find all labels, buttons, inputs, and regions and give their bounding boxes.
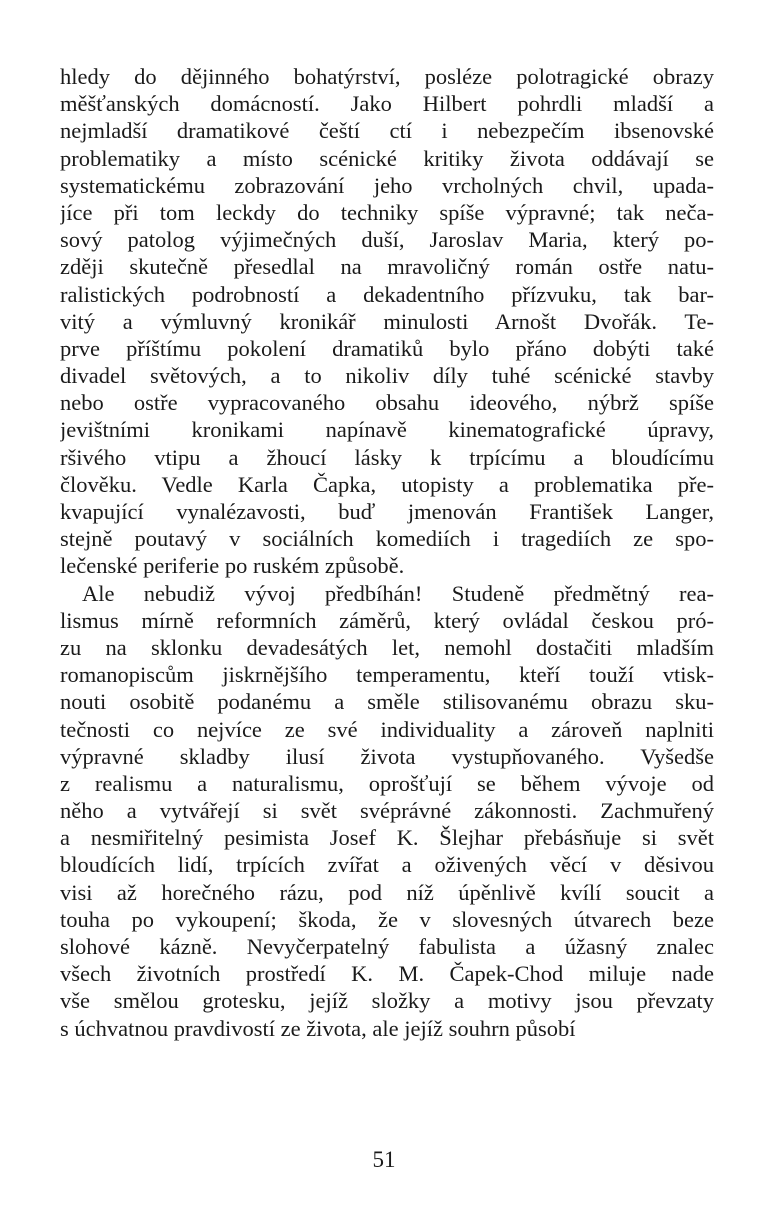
- text-line: jíce při tom leckdy do techniky spíše výpravné; tak neča-: [60, 199, 714, 225]
- text-line: romanopiscům jiskrnějšího temperamentu, kteří touží vtisk-: [60, 662, 714, 688]
- text-line: visi až horečného rázu, pod níž úpěnlivě kvílí soucit a: [60, 879, 714, 905]
- text-line: lečenské periferie po ruském způsobě.: [60, 553, 405, 579]
- text-line: s úchvatnou pravdivostí ze života, ale jejíž souhrn působí: [60, 1015, 576, 1041]
- text-line: problematiky a místo scénické kritiky života oddávají se: [60, 145, 714, 171]
- text-line: něho a vytvářejí si svět svéprávné zákonnosti. Zachmuřený: [60, 798, 714, 824]
- text-line: výpravné skladby ilusí života vystupňovaného. Vyšedše: [60, 743, 714, 769]
- text-line: zději skutečně přesedlal na mravoličný román ostře natu-: [60, 254, 714, 280]
- text-line: systematickému zobrazování jeho vrcholných chvil, upada-: [60, 172, 714, 198]
- text-line: nebo ostře vypracovaného obsahu ideového, nýbrž spíše: [60, 390, 714, 416]
- text-line: všech životních prostředí K. M. Čapek-Chod miluje nade: [60, 961, 714, 987]
- text-line: slohové kázně. Nevyčerpatelný fabulista a úžasný znalec: [60, 934, 714, 959]
- text-line: Ale nebudiž vývoj předbíhán! Studeně předmětný rea-: [82, 580, 714, 606]
- text-line: stejně poutavý v sociálních komediích i tragediích ze spo-: [60, 526, 714, 552]
- text-line: a nesmiřitelný pesimista Josef K. Šlejhar přebásňuje si svět: [60, 825, 714, 851]
- text-line: kvapující vynalézavosti, buď jmenován František Langer,: [60, 499, 714, 524]
- text-line: nouti osobitě podanému a směle stilisovanému obrazu sku-: [60, 689, 714, 715]
- text-line: z realismu a naturalismu, oprošťují se během vývoje od: [60, 770, 714, 796]
- text-line: touha po vykoupení; škoda, že v slovesných útvarech beze: [60, 906, 714, 932]
- text-line: jevištními kronikami napínavě kinematografické úpravy,: [60, 417, 714, 443]
- text-line: prve příštímu pokolení dramatiků bylo přáno dobýti také: [60, 335, 714, 361]
- text-line: hledy do dějinného bohatýrství, posléze polotragické obrazy: [60, 64, 714, 89]
- text-line: zu na sklonku devadesátých let, nemohl dostačiti mladším: [60, 634, 714, 660]
- text-line: vše smělou grotesku, jejíž složky a motivy jsou převzaty: [60, 988, 714, 1014]
- text-line: vitý a výmluvný kronikář minulosti Arnošt Dvořák. Te-: [60, 308, 714, 334]
- text-line: bloudících lidí, trpících zvířat a oživených věcí v děsivou: [60, 852, 714, 878]
- text-line: sový patolog výjimečných duší, Jaroslav Maria, který po-: [60, 227, 714, 253]
- text-line: nejmladší dramatikové čeští ctí i nebezpečím ibsenovské: [60, 118, 714, 144]
- text-line: měšťanských domácností. Jako Hilbert pohrdli mladší a: [60, 91, 714, 117]
- page-number: 51: [372, 1147, 396, 1172]
- body-text: [60, 63, 714, 1042]
- text-line: tečnosti co nejvíce ze své individuality a zároveň naplniti: [60, 716, 714, 742]
- text-line: člověku. Vedle Karla Čapka, utopisty a problematika pře-: [60, 471, 714, 497]
- text-line: divadel světových, a to nikoliv díly tuhé scénické stavby: [60, 363, 714, 389]
- text-line: ršivého vtipu a žhoucí lásky k trpícímu a bloudícímu: [60, 444, 714, 470]
- text-line: lismus mírně reformních záměrů, který ovládal českou pró-: [60, 607, 714, 633]
- text-line: ralistických podrobností a dekadentního přízvuku, tak bar-: [60, 281, 714, 307]
